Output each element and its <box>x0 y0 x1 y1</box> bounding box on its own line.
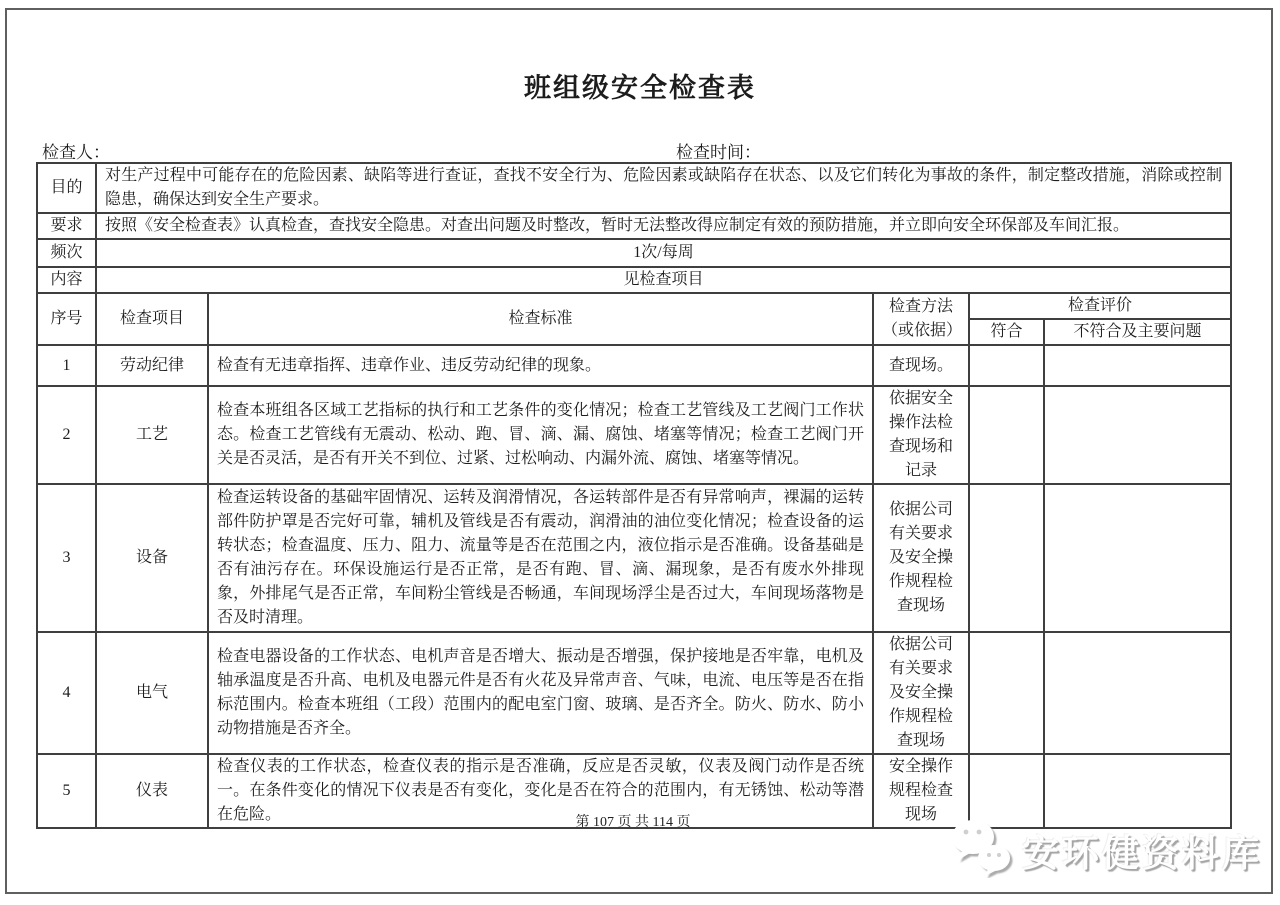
watermark-text: 安环健资料库 <box>1022 833 1262 875</box>
row-item: 仪表 <box>96 754 208 828</box>
purpose-text: 对生产过程中可能存在的危险因素、缺陷等进行查证，查找不安全行为、危险因素或缺陷存在状态、以及它们转化为事故的条件，制定整改措施，消除或控制隐患，确保达到安全生产要求。 <box>96 163 1231 213</box>
requirement-text: 按照《安全检查表》认真检查，查找安全隐患。对查出问题及时整改，暂时无法整改得应制定有效的预防措施，并立即向安全环保部及车间汇报。 <box>96 213 1231 239</box>
header-row-1 <box>37 293 1231 319</box>
watermark <box>948 816 1262 883</box>
header-index: 序号 <box>37 293 96 345</box>
frequency-text: 1次/每周 <box>96 239 1231 267</box>
table-row <box>37 386 1231 484</box>
wechat-icon <box>948 816 1014 883</box>
row-method: 安全操作规程检查现场 <box>873 754 969 828</box>
row-nonconform-cell <box>1044 386 1231 484</box>
row-conform-cell <box>969 345 1044 386</box>
frequency-row <box>37 239 1231 267</box>
row-standard: 检查运转设备的基础牢固情况、运转及润滑情况，各运转部件是否有异常响声，裸漏的运转部件防护罩是否完好可靠，辅机及管线是否有震动，润滑油的油位变化情况；检查设备的运转状态；检查温度、压力、阻力、流量等是否在范围之内，液位指示是否准确。设备基础是否有油污存在。环保设施运行是否正常，是否有跑、冒、滴、漏现象，是否有废水外排现象，外排尾气是否正常，车间粉尘管线是否畅通，车间现场浮尘是否过大，车间现场落物是否及时清理。 <box>208 484 873 632</box>
row-conform-cell <box>969 632 1044 754</box>
row-standard: 检查有无违章指挥、违章作业、违反劳动纪律的现象。 <box>208 345 873 386</box>
inspection-time-label: 检查时间： <box>676 143 761 162</box>
purpose-label: 目的 <box>37 163 96 213</box>
content-label: 内容 <box>37 267 96 293</box>
row-item: 设备 <box>96 484 208 632</box>
header-method-line2: （或依据） <box>882 322 963 339</box>
table-row <box>37 632 1231 754</box>
row-standard: 检查仪表的工作状态，检查仪表的指示是否准确，反应是否灵敏，仪表及阀门动作是否统一。在条件变化的情况下仪表是否有变化，变化是否在符合的范围内，有无锈蚀、松动等潜在危险。 <box>208 754 873 828</box>
row-method: 查现场。 <box>873 345 969 386</box>
content-text: 见检查项目 <box>96 267 1231 293</box>
row-nonconform-cell <box>1044 484 1231 632</box>
inspector-label: 检查人： <box>42 143 110 162</box>
row-method: 依据公司有关要求及安全操作规程检查现场 <box>873 632 969 754</box>
row-item: 工艺 <box>96 386 208 484</box>
requirement-label: 要求 <box>37 213 96 239</box>
row-nonconform-cell <box>1044 632 1231 754</box>
row-standard: 检查本班组各区域工艺指标的执行和工艺条件的变化情况；检查工艺管线及工艺阀门工作状态。检查工艺管线有无震动、松动、跑、冒、滴、漏、腐蚀、堵塞等情况；检查工艺阀门开关是否灵活，是否有开关不到位、过紧、过松响动、内漏外流、腐蚀、堵塞等情况。 <box>208 386 873 484</box>
row-conform-cell <box>969 386 1044 484</box>
purpose-row <box>37 163 1231 213</box>
header-standard: 检查标准 <box>208 293 873 345</box>
row-index: 1 <box>37 345 96 386</box>
frequency-label: 频次 <box>37 239 96 267</box>
header-item: 检查项目 <box>96 293 208 345</box>
row-standard: 检查电器设备的工作状态、电机声音是否增大、振动是否增强，保护接地是否牢靠，电机及轴承温度是否升高、电机及电器元件是否有火花及异常声音、气味，电流、电压等是否在指标范围内。检查本班组（工段）范围内的配电室门窗、玻璃、是否齐全。防火、防水、防小动物措施是否齐全。 <box>208 632 873 754</box>
row-item: 劳动纪律 <box>96 345 208 386</box>
row-index: 5 <box>37 754 96 828</box>
header-method <box>873 293 969 345</box>
header-evaluation: 检查评价 <box>969 293 1231 319</box>
row-method: 依据公司有关要求及安全操作规程检查现场 <box>873 484 969 632</box>
row-item: 电气 <box>96 632 208 754</box>
page-number: 第 107 页 共 114 页 <box>575 815 691 830</box>
inspection-table <box>36 162 1232 829</box>
requirement-row <box>37 213 1231 239</box>
table-row <box>37 484 1231 632</box>
row-method: 依据安全操作法检查现场和记录 <box>873 386 969 484</box>
row-index: 2 <box>37 386 96 484</box>
header-conform: 符合 <box>969 319 1044 345</box>
row-index: 3 <box>37 484 96 632</box>
table-row <box>37 345 1231 386</box>
header-method-line1: 检查方法 <box>888 298 953 315</box>
header-nonconform: 不符合及主要问题 <box>1044 319 1231 345</box>
row-index: 4 <box>37 632 96 754</box>
content-row <box>37 267 1231 293</box>
row-nonconform-cell <box>1044 345 1231 386</box>
page-title: 班组级安全检查表 <box>524 73 756 103</box>
row-conform-cell <box>969 484 1044 632</box>
